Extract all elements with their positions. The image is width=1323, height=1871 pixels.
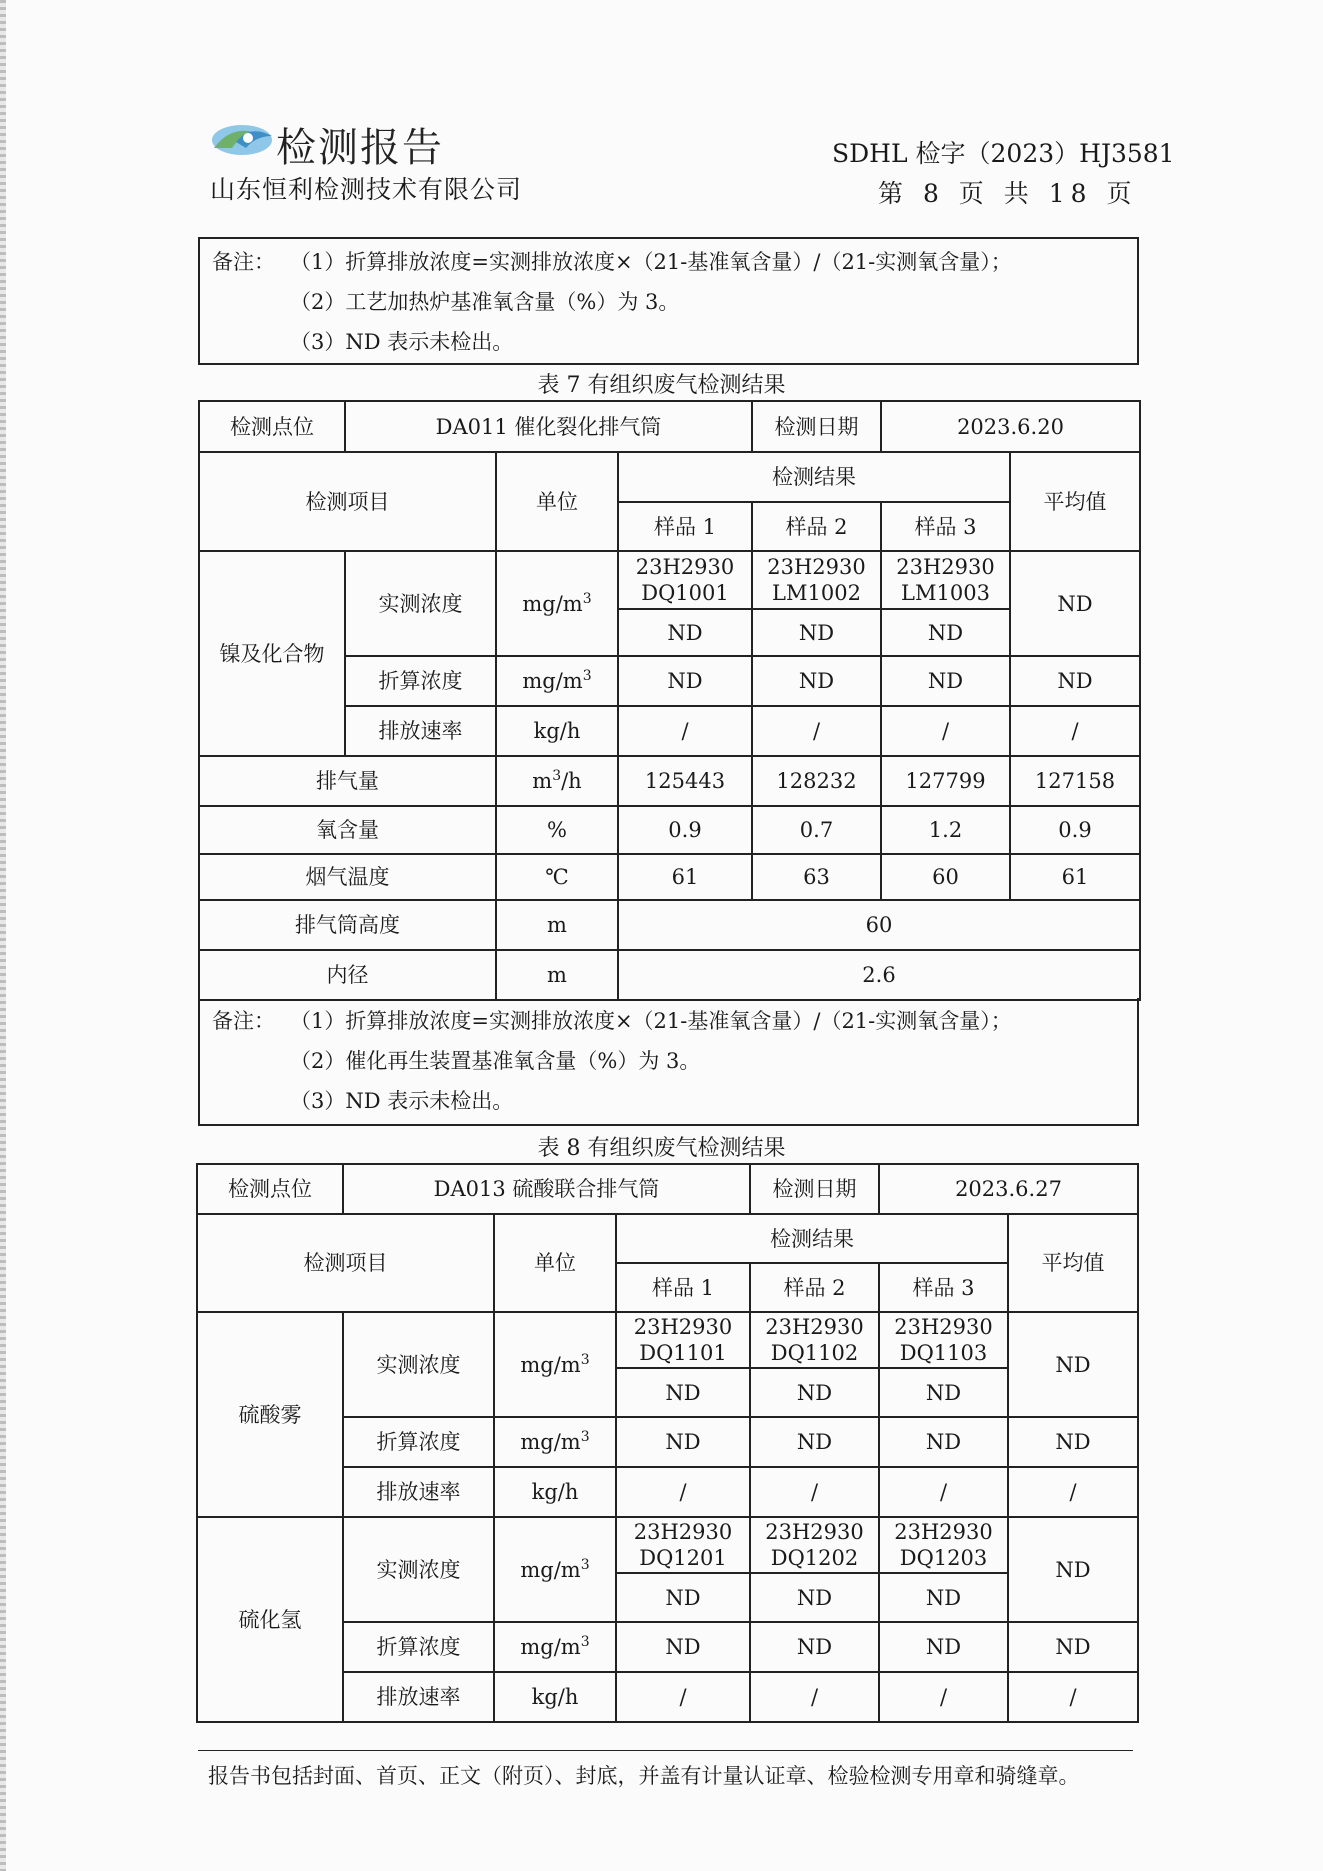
sample-header: 样品 1 bbox=[616, 1263, 750, 1312]
value-cell: ND bbox=[879, 1622, 1008, 1672]
row-label: 实测浓度 bbox=[343, 1312, 494, 1417]
avg-cell: ND bbox=[1010, 656, 1140, 706]
value-cell: / bbox=[879, 1467, 1008, 1517]
note-lead: 备注： bbox=[212, 250, 275, 274]
company-logo-icon bbox=[210, 118, 274, 162]
avg-cell: 0.9 bbox=[1010, 806, 1140, 854]
unit-header: 单位 bbox=[494, 1214, 616, 1312]
table-row bbox=[199, 900, 1140, 950]
table-row bbox=[197, 1312, 1138, 1368]
unit-cell: kg/h bbox=[494, 1467, 616, 1517]
note-lead: 备注： bbox=[212, 1009, 275, 1033]
table8 bbox=[196, 1163, 1139, 1723]
unit-cell: $mg/m^3$ bbox=[494, 1417, 616, 1467]
row-label: 折算浓度 bbox=[343, 1417, 494, 1467]
avg-cell: ND bbox=[1008, 1622, 1138, 1672]
note-box-mid bbox=[198, 998, 1139, 1126]
value-cell: 0.9 bbox=[618, 806, 752, 854]
value-cell: ND bbox=[616, 1368, 750, 1417]
pollutant-name: 镍及化合物 bbox=[199, 551, 345, 756]
avg-cell: ND bbox=[1010, 551, 1140, 656]
avg-cell: 61 bbox=[1010, 854, 1140, 900]
value-cell: / bbox=[879, 1672, 1008, 1722]
report-number: SDHL 检字（2023）HJ3581 bbox=[832, 139, 1175, 168]
avg-cell: / bbox=[1010, 706, 1140, 756]
row-label: 烟气温度 bbox=[199, 854, 496, 900]
value-cell: / bbox=[616, 1672, 750, 1722]
unit-cell: $mg/m^3$ bbox=[496, 656, 618, 706]
unit-header: 单位 bbox=[496, 452, 618, 551]
value-cell: 61 bbox=[618, 854, 752, 900]
avg-cell: ND bbox=[1008, 1417, 1138, 1467]
note-text: （2）工艺加热炉基准氧含量（%）为 3。 bbox=[290, 290, 680, 314]
row-label: 氧含量 bbox=[199, 806, 496, 854]
row-label: 排放速率 bbox=[343, 1467, 494, 1517]
report-header bbox=[0, 0, 1323, 230]
footer-divider bbox=[198, 1750, 1133, 1751]
sample-code: 23H2930 DQ1101 bbox=[616, 1312, 750, 1368]
value-cell: / bbox=[881, 706, 1010, 756]
table-row bbox=[197, 1214, 1138, 1263]
value-cell: / bbox=[750, 1467, 879, 1517]
note-text: （3）ND 表示未检出。 bbox=[290, 1089, 514, 1113]
row-label: 实测浓度 bbox=[345, 551, 496, 656]
sample-code: 23H2930 DQ1201 bbox=[616, 1517, 750, 1573]
value-cell: ND bbox=[881, 656, 1010, 706]
value-cell: 127799 bbox=[881, 756, 1010, 806]
note-line bbox=[212, 325, 1137, 365]
merged-value: 2.6 bbox=[618, 950, 1140, 1000]
note-line bbox=[212, 1084, 1137, 1124]
footer-note: 报告书包括封面、首页、正文（附页）、封底，并盖有计量认证章、检验检测专用章和骑缝章。 bbox=[208, 1764, 1080, 1788]
result-header: 检测结果 bbox=[618, 452, 1010, 502]
sample-code: 23H2930 DQ1102 bbox=[750, 1312, 879, 1368]
value-cell: ND bbox=[879, 1417, 1008, 1467]
value-cell: ND bbox=[879, 1573, 1008, 1622]
table-row bbox=[199, 452, 1140, 502]
row-label: 排放速率 bbox=[343, 1672, 494, 1722]
sample-header: 样品 3 bbox=[881, 502, 1010, 551]
value-cell: ND bbox=[616, 1622, 750, 1672]
point-value: DA011 催化裂化排气筒 bbox=[345, 401, 752, 452]
sample-header: 样品 2 bbox=[750, 1263, 879, 1312]
note-line bbox=[212, 245, 1137, 285]
value-cell: 63 bbox=[752, 854, 881, 900]
table-row bbox=[197, 1164, 1138, 1214]
date-label: 检测日期 bbox=[752, 401, 881, 452]
sample-header: 样品 2 bbox=[752, 502, 881, 551]
sample-code: 23H2930 DQ1202 bbox=[750, 1517, 879, 1573]
item-header: 检测项目 bbox=[197, 1214, 494, 1312]
pollutant-name: 硫化氢 bbox=[197, 1517, 343, 1722]
value-cell: ND bbox=[881, 609, 1010, 656]
value-cell: / bbox=[750, 1672, 879, 1722]
unit-cell: kg/h bbox=[494, 1672, 616, 1722]
point-label: 检测点位 bbox=[199, 401, 345, 452]
table-row bbox=[197, 1517, 1138, 1573]
report-title: 检测报告 bbox=[276, 125, 444, 171]
value-cell: ND bbox=[618, 609, 752, 656]
value-cell: ND bbox=[750, 1573, 879, 1622]
merged-value: 60 bbox=[618, 900, 1140, 950]
value-cell: / bbox=[618, 706, 752, 756]
table-row bbox=[199, 756, 1140, 806]
avg-header: 平均值 bbox=[1010, 452, 1140, 551]
avg-header: 平均值 bbox=[1008, 1214, 1138, 1312]
row-label: 排气筒高度 bbox=[199, 900, 496, 950]
value-cell: ND bbox=[750, 1368, 879, 1417]
unit-cell: m bbox=[496, 900, 618, 950]
unit-cell: kg/h bbox=[496, 706, 618, 756]
note-line bbox=[212, 285, 1137, 325]
date-value: 2023.6.20 bbox=[881, 401, 1140, 452]
value-cell: ND bbox=[616, 1417, 750, 1467]
unit-cell: m bbox=[496, 950, 618, 1000]
value-cell: ND bbox=[750, 1622, 879, 1672]
avg-cell: 127158 bbox=[1010, 756, 1140, 806]
sample-code: 23H2930 LM1003 bbox=[881, 551, 1010, 609]
value-cell: 0.7 bbox=[752, 806, 881, 854]
note-text: （3）ND 表示未检出。 bbox=[290, 330, 514, 354]
table-row bbox=[199, 551, 1140, 609]
row-label: 排气量 bbox=[199, 756, 496, 806]
value-cell: 1.2 bbox=[881, 806, 1010, 854]
sample-code: 23H2930 LM1002 bbox=[752, 551, 881, 609]
point-label: 检测点位 bbox=[197, 1164, 343, 1214]
value-cell: 60 bbox=[881, 854, 1010, 900]
table-row bbox=[199, 401, 1140, 452]
row-label: 折算浓度 bbox=[343, 1622, 494, 1672]
scan-edge bbox=[0, 0, 6, 1871]
unit-cell: % bbox=[496, 806, 618, 854]
value-cell: 128232 bbox=[752, 756, 881, 806]
avg-cell: / bbox=[1008, 1467, 1138, 1517]
value-cell: / bbox=[616, 1467, 750, 1517]
row-label: 内径 bbox=[199, 950, 496, 1000]
value-cell: ND bbox=[752, 656, 881, 706]
page-number: 第 8 页 共 18 页 bbox=[878, 179, 1138, 208]
unit-cell: ℃ bbox=[496, 854, 618, 900]
table7-caption: 表 7 有组织废气检测结果 bbox=[537, 373, 786, 398]
date-label: 检测日期 bbox=[750, 1164, 879, 1214]
unit-cell: $mg/m^3$ bbox=[494, 1622, 616, 1672]
avg-cell: ND bbox=[1008, 1312, 1138, 1417]
sample-code: 23H2930 DQ1203 bbox=[879, 1517, 1008, 1573]
avg-cell: ND bbox=[1008, 1517, 1138, 1622]
result-header: 检测结果 bbox=[616, 1214, 1008, 1263]
row-label: 折算浓度 bbox=[345, 656, 496, 706]
avg-cell: / bbox=[1008, 1672, 1138, 1722]
row-label: 实测浓度 bbox=[343, 1517, 494, 1622]
table-row bbox=[199, 950, 1140, 1000]
row-label: 排放速率 bbox=[345, 706, 496, 756]
sample-header: 样品 3 bbox=[879, 1263, 1008, 1312]
value-cell: 125443 bbox=[618, 756, 752, 806]
unit-cell: $mg/m^3$ bbox=[494, 1517, 616, 1622]
table-row bbox=[199, 854, 1140, 900]
table7 bbox=[198, 400, 1141, 1001]
date-value: 2023.6.27 bbox=[879, 1164, 1138, 1214]
note-line bbox=[212, 1044, 1137, 1084]
note-line bbox=[212, 1004, 1137, 1044]
value-cell: ND bbox=[616, 1573, 750, 1622]
table-row bbox=[199, 806, 1140, 854]
value-cell: / bbox=[752, 706, 881, 756]
unit-cell: $mg/m^3$ bbox=[496, 551, 618, 656]
value-cell: ND bbox=[618, 656, 752, 706]
sample-header: 样品 1 bbox=[618, 502, 752, 551]
note-box-top bbox=[198, 237, 1139, 365]
note-text: （1）折算排放浓度=实测排放浓度×（21-基准氧含量）/（21-实测氧含量）； bbox=[290, 1009, 1012, 1033]
unit-cell: $m^3/h$ bbox=[496, 756, 618, 806]
company-name: 山东恒利检测技术有限公司 bbox=[210, 175, 523, 204]
item-header: 检测项目 bbox=[199, 452, 496, 551]
pollutant-name: 硫酸雾 bbox=[197, 1312, 343, 1517]
note-text: （1）折算排放浓度=实测排放浓度×（21-基准氧含量）/（21-实测氧含量）； bbox=[290, 250, 1012, 274]
sample-code: 23H2930 DQ1103 bbox=[879, 1312, 1008, 1368]
note-text: （2）催化再生装置基准氧含量（%）为 3。 bbox=[290, 1049, 701, 1073]
unit-cell: $mg/m^3$ bbox=[494, 1312, 616, 1417]
sample-code: 23H2930 DQ1001 bbox=[618, 551, 752, 609]
value-cell: ND bbox=[879, 1368, 1008, 1417]
table8-caption: 表 8 有组织废气检测结果 bbox=[537, 1136, 786, 1161]
point-value: DA013 硫酸联合排气筒 bbox=[343, 1164, 750, 1214]
value-cell: ND bbox=[752, 609, 881, 656]
value-cell: ND bbox=[750, 1417, 879, 1467]
